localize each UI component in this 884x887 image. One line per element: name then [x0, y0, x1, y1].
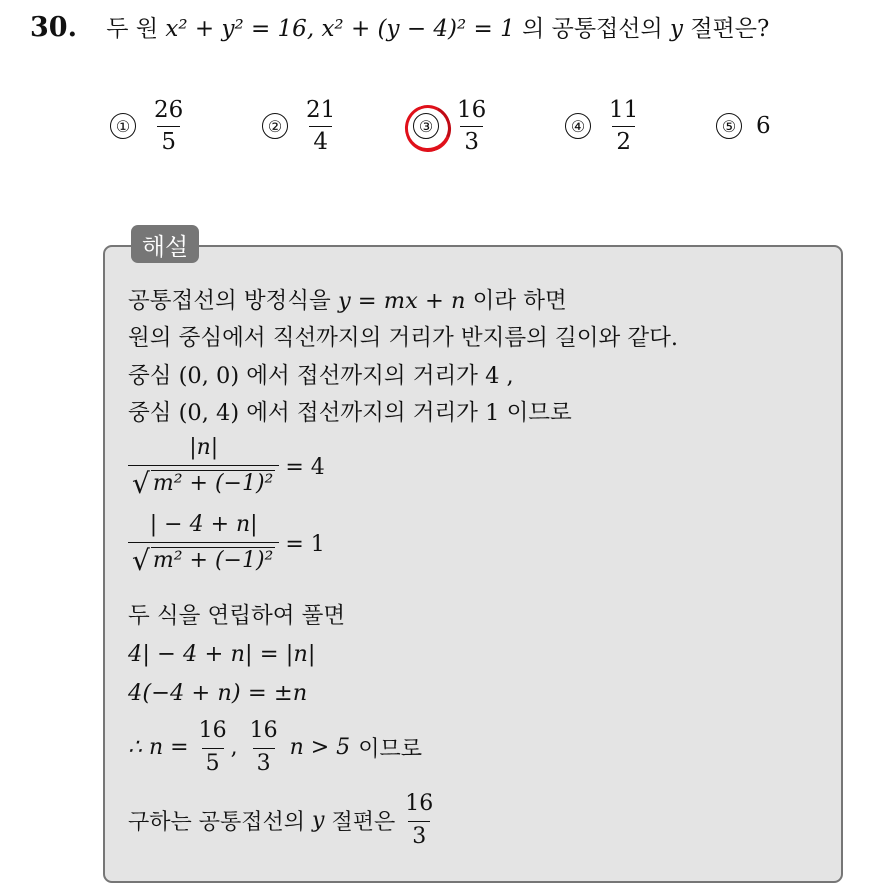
line8-comma: ,: [230, 735, 238, 760]
line9-text: 구하는 공통접선의: [128, 810, 306, 835]
equation-numerator: |n|: [189, 435, 219, 460]
line9-fraction: [401, 793, 437, 848]
explanation-line-3: [128, 358, 514, 390]
choice-5[interactable]: [716, 94, 771, 158]
explanation-line-2: 원의 중심에서 직선까지의 거리가 반지름의 길이와 같다.: [128, 325, 678, 351]
choice-2[interactable]: [262, 94, 339, 158]
fraction-denominator: 3: [460, 126, 483, 154]
sqrt-content: m² + (−1)²: [152, 471, 274, 496]
equation-rhs: = 1: [285, 532, 325, 557]
line8-therefore: ∴ n =: [128, 735, 189, 760]
equation-denominator: [128, 542, 279, 575]
choice-marker: ⑤: [716, 113, 742, 139]
explanation-line-5: 두 식을 연립하여 풀면: [128, 603, 346, 629]
line9-text-mid: 절편은: [331, 810, 396, 835]
fraction-numerator: 16: [405, 791, 434, 816]
fraction-denominator: 5: [157, 126, 180, 154]
fraction-denominator: 3: [408, 821, 430, 848]
explanation-line-7: 4(−4 + n) = ±n: [128, 680, 308, 706]
line3-text: 중심 (0, 0) 에서 접선까지의 거리가: [128, 363, 478, 389]
fraction-numerator: 26: [154, 96, 184, 123]
line1-text: 공통접선의 방정식을: [128, 288, 331, 314]
sqrt-content: m² + (−1)²: [152, 548, 274, 573]
equation-rhs: = 4: [285, 455, 325, 480]
choice-marker: ②: [262, 113, 288, 139]
fraction-numerator: 16: [457, 96, 487, 123]
distance-equation-2: [128, 514, 325, 575]
line1-text-end: 이라 하면: [472, 288, 567, 314]
explanation-line-1: [128, 283, 567, 315]
line8-fraction-1: [195, 720, 231, 775]
fraction-numerator: 11: [609, 96, 639, 123]
choice-marker: ④: [565, 113, 591, 139]
sqrt-symbol: √ m² + (−1)²: [132, 467, 274, 500]
choice-value: 6: [756, 113, 771, 139]
choice-marker: ①: [110, 113, 136, 139]
fraction-numerator: 16: [249, 718, 278, 743]
equation-fraction: [128, 437, 279, 498]
choice-fraction: [150, 96, 187, 155]
line3-value: 4 ,: [485, 363, 514, 389]
choice-fraction: [453, 96, 490, 155]
question-text-suffix: 의 공통접선의: [522, 16, 663, 42]
choice-3-selected[interactable]: [413, 94, 490, 158]
equation-denominator: [128, 465, 279, 498]
fraction-numerator: 21: [306, 96, 336, 123]
question-text-prefix: 두 원: [106, 16, 159, 42]
fraction-denominator: 3: [253, 748, 275, 775]
line8-fraction-2: [246, 720, 282, 775]
explanation-line-4: [128, 395, 572, 427]
explanation-line-9: [128, 793, 437, 848]
choice-fraction: [302, 96, 339, 155]
sqrt-symbol: √ m² + (−1)²: [132, 544, 274, 577]
question-eq1: x² + y² = 16,: [165, 16, 315, 42]
question-eq2: x² + (y − 4)² = 1: [321, 16, 515, 42]
line4-text: 중심 (0, 4) 에서 접선까지의 거리가: [128, 400, 478, 426]
line8-condition: n > 5: [289, 735, 351, 760]
question-header: [30, 10, 769, 43]
question-number: 30.: [30, 12, 77, 43]
choice-fraction: [605, 96, 642, 155]
equation-numerator: | − 4 + n|: [149, 512, 258, 537]
choice-4[interactable]: [565, 94, 642, 158]
explanation-line-8: [128, 720, 422, 775]
line4-value: 1: [485, 400, 500, 426]
explanation-line-6: 4| − 4 + n| = |n|: [128, 641, 316, 667]
equation-fraction: [128, 514, 279, 575]
choice-1[interactable]: [110, 94, 187, 158]
line9-y: y: [312, 808, 325, 833]
choice-marker: ③: [413, 113, 439, 139]
fraction-denominator: 4: [309, 126, 332, 154]
fraction-numerator: 16: [198, 718, 227, 743]
question-var-y: y: [670, 16, 684, 42]
distance-equation-1: [128, 437, 325, 498]
line4-text-end: 이므로: [506, 400, 572, 426]
fraction-denominator: 2: [612, 126, 635, 154]
line8-text-end: 이므로: [358, 737, 422, 762]
fraction-denominator: 5: [202, 748, 224, 775]
explanation-tab: 해설: [131, 225, 199, 263]
question-text-end: 절편은?: [690, 16, 770, 42]
line1-equation: y = mx + n: [337, 288, 466, 314]
